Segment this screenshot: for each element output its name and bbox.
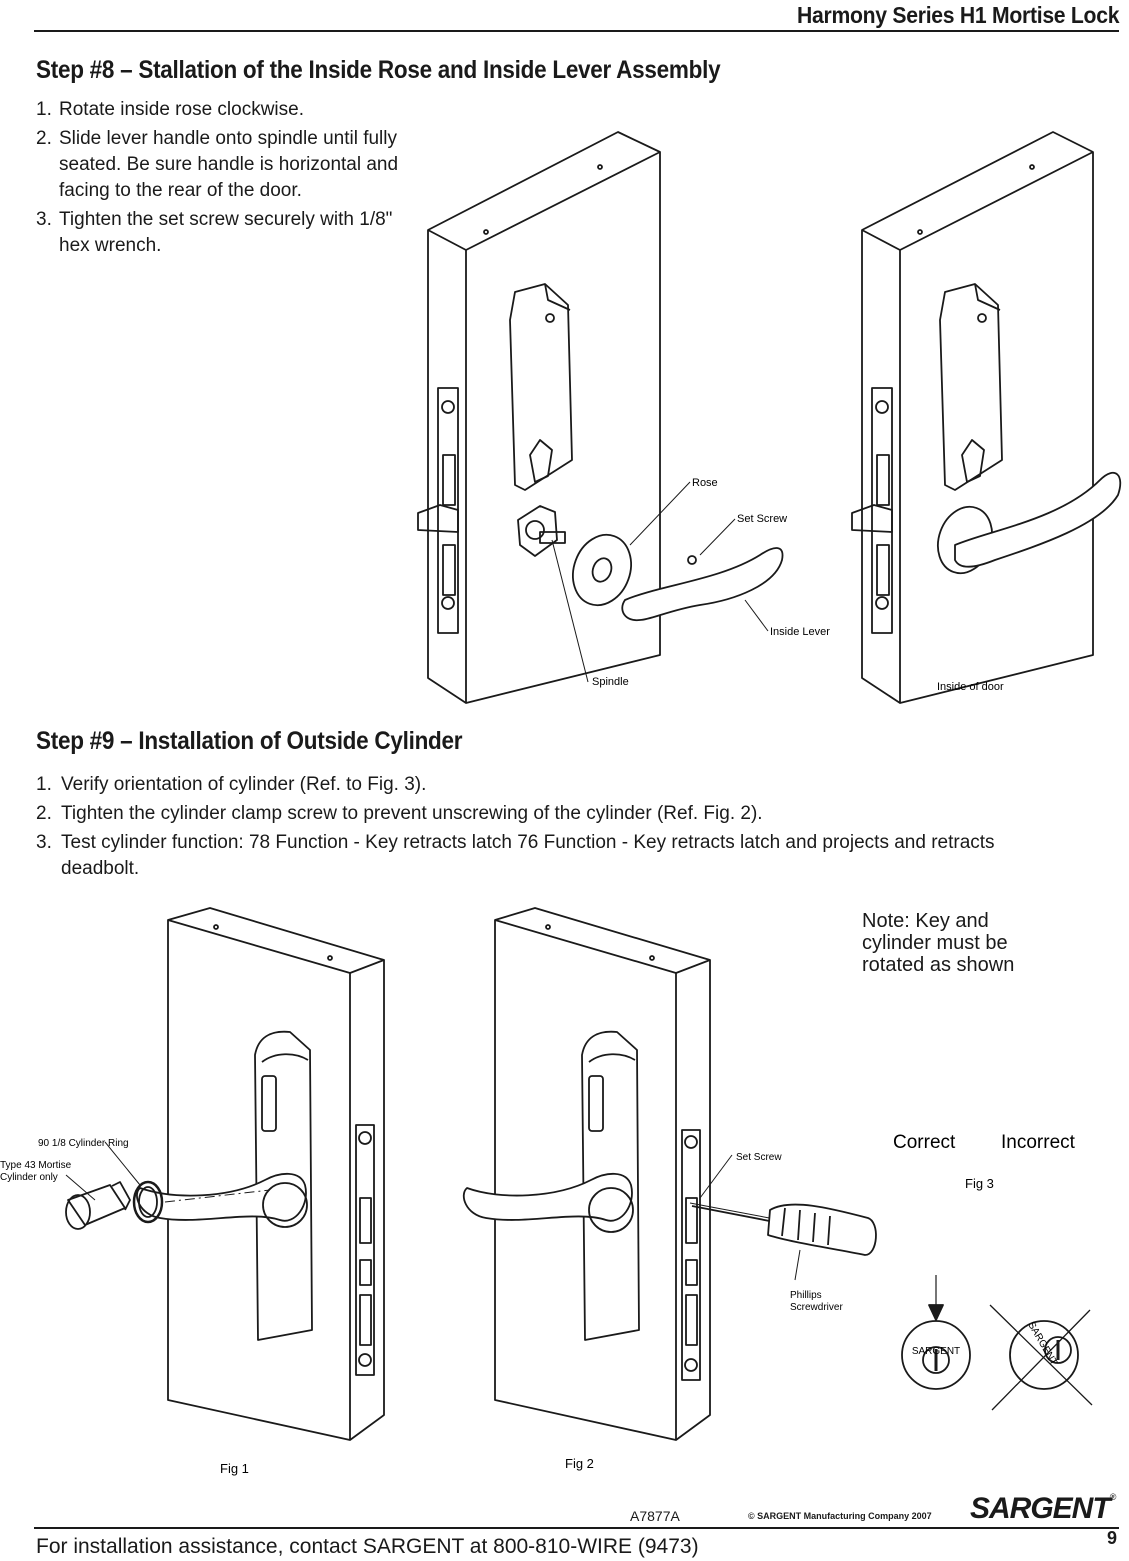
document-code: A7877A <box>630 1508 680 1524</box>
cylinder-brand-correct: SARGENT <box>911 1346 961 1357</box>
step9-heading: Step #9 – Installation of Outside Cylinder <box>36 727 463 755</box>
step9-item-1: 1. Verify orientation of cylinder (Ref. to Fig. 3). <box>36 774 427 795</box>
callout-cylinder-ring: 90 1/8 Cylinder Ring <box>38 1138 129 1149</box>
step9-item-2: 2. Tighten the cylinder clamp screw to prevent unscrewing of the cylinder (Ref. Fig. 2). <box>36 803 763 824</box>
step9-instructions <box>36 772 1046 885</box>
assistance-contact: For installation assistance, contact SARGENT at 800-810-WIRE (9473) <box>36 1535 699 1558</box>
fig1-door-drawing <box>66 908 384 1440</box>
fig2-door-drawing <box>464 908 876 1440</box>
step8-item-3: 3. Tighten the set screw securely with 1/8" hex wrench. <box>36 209 393 256</box>
document-title: Harmony Series H1 Mortise Lock <box>796 2 1119 28</box>
callout-inside-of-door: Inside of door <box>937 681 1004 693</box>
fig3-incorrect-label: Incorrect <box>1001 1132 1075 1153</box>
callout-inside-lever: Inside Lever <box>770 626 830 638</box>
callout-screwdriver-line1: Phillips <box>790 1290 822 1301</box>
fig3-note: Note: Key and cylinder must be rotated as shown <box>862 910 1015 976</box>
fig1-label: Fig 1 <box>220 1461 249 1476</box>
sargent-logo: SARGENT® <box>970 1492 1116 1525</box>
fig3-correct-label: Correct <box>893 1132 956 1153</box>
fig2-label: Fig 2 <box>565 1456 594 1471</box>
footer-rule <box>34 1527 1119 1529</box>
step8-item-1: 1. Rotate inside rose clockwise. <box>36 99 304 120</box>
fig3-cylinder-drawings <box>902 1275 1092 1410</box>
step8-heading: Step #8 – Stallation of the Inside Rose and Inside Lever Assembly <box>36 56 721 84</box>
step8-illustration <box>0 0 1129 720</box>
fig3-label: Fig 3 <box>965 1176 994 1191</box>
step8-item-2: 2. Slide lever handle onto spindle until fully seated. Be sure handle is horizontal and facing to the rear of the door. <box>36 128 399 201</box>
page-number: 9 <box>1106 1528 1117 1548</box>
copyright-notice: © SARGENT Manufacturing Company 2007 <box>748 1511 932 1521</box>
callout-fig2-set-screw: Set Screw <box>736 1152 782 1163</box>
callout-set-screw: Set Screw <box>737 513 788 525</box>
callout-spindle: Spindle <box>592 676 629 688</box>
door-right-drawing <box>852 132 1120 703</box>
cylinder-brand-incorrect: SARGENT <box>1025 1320 1060 1368</box>
callout-cylinder-type-line2: Cylinder only <box>0 1172 58 1183</box>
door-left-drawing <box>418 132 783 703</box>
callout-screwdriver-line2: Screwdriver <box>790 1302 843 1313</box>
callout-rose: Rose <box>692 477 718 489</box>
callout-cylinder-type-line1: Type 43 Mortise <box>0 1160 72 1171</box>
step9-item-3: 3. Test cylinder function: 78 Function - Key retracts latch 76 Function - Key retracts latch and projects and retracts deadbolt. <box>36 832 995 879</box>
